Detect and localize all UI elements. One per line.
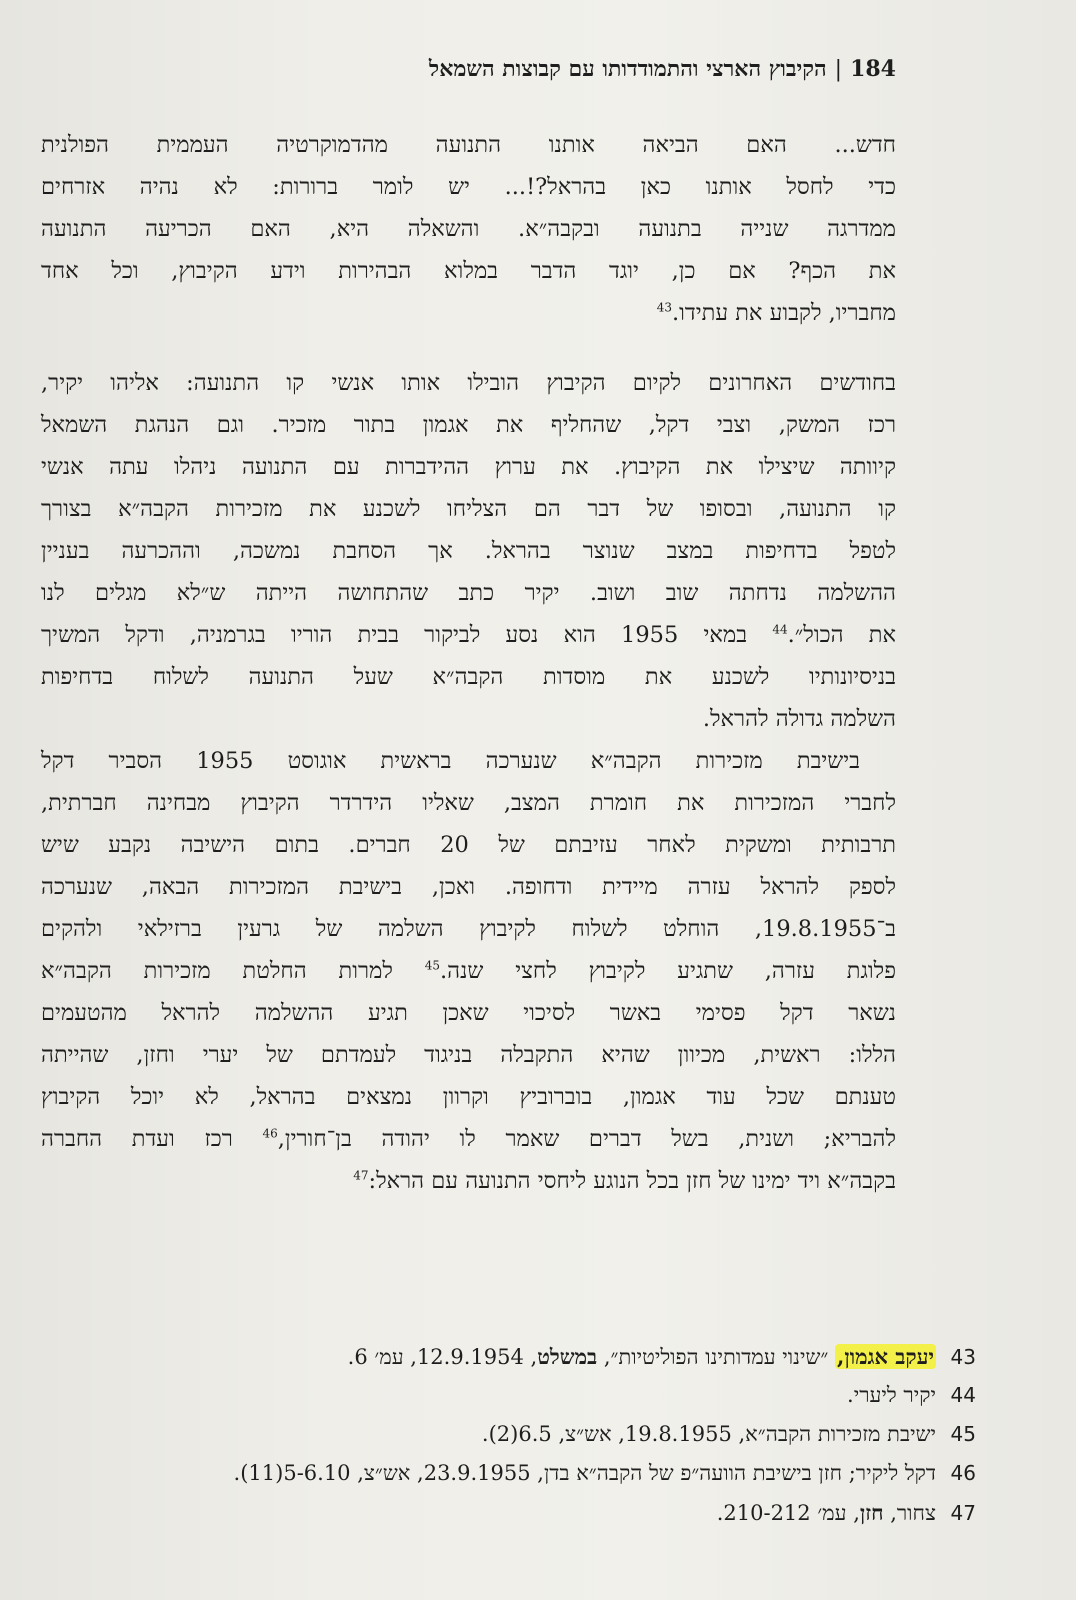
text-line: תרבותית ומשקית לאחר עזיבתם של 20 חברים. בתום הישיבה נקבע שיש [41,832,896,858]
footnote-ref: 46 [262,1126,278,1141]
line-text: להבריא; ושנית, בשל דברים שאמר לו יהודה בן־חורין, [277,1126,896,1152]
text-line [41,1160,896,1202]
text-line: רכז המשק, וצבי דקל, שהחליף את אגמון בתור מזכיר. וגם הנהגת השמאל [41,412,896,438]
block-quote [41,124,896,334]
footnote-43 [76,1337,976,1376]
running-title: הקיבוץ הארצי והתמודדותו עם קבוצות השמאל [428,56,827,82]
footnote-45 [76,1415,976,1454]
footnote-46 [76,1454,976,1493]
text-line: בחודשים האחרונים לקיום הקיבוץ הובילו אותו אנשי קו התנועה: אליהו יקיר, [41,370,896,396]
text-line: בניסיונותיו לשכנע את מוסדות הקבה״א שעל התנועה לשלוח בדחיפות [41,664,896,690]
text-line: בישיבת מזכירות הקבה״א שנערכה בראשית אוגוסט 1955 הסביר דקל [41,748,860,774]
line-text: את הכול״. [787,622,896,648]
line-text: למרות החלטת מזכירות הקבה״א [41,958,425,984]
running-header [429,56,896,82]
footnote-ref: 45 [424,958,441,973]
line-text: פלוגת עזרה, שתגיע לקיבוץ לחצי שנה. [440,958,896,984]
text-line [41,614,896,656]
footnote-text: ״שינוי עמדותינו הפוליטיות״, [597,1345,836,1369]
footnote-number: 44 [950,1383,976,1407]
text-line: ממדרגה שנייה בתנועה ובקבה״א. והשאלה היא, האם הכריעה התנועה [41,216,896,242]
text-line: חדש... האם הביאה אותנו התנועה מהדמוקרטיה העממית הפולנית [41,132,896,158]
text-line: קיוותה שיצילו את הקיבוץ. את ערוץ ההידברות עם התנועה ניהלו עתה אנשי [41,454,896,480]
footnote-ref: 47 [353,1168,369,1183]
text-line: את הכף? אם כן, יוגד הדבר במלוא הבהירות וידע הקיבוץ, וכל אחד [41,258,896,284]
text-line [41,1118,896,1160]
text-line: ההשלמה נדחתה שוב ושוב. יקיר כתב שהתחושה הייתה ש״לא מגלים לנו [41,580,896,606]
text-line: קו התנועה, ובסופו של דבר הם הצליחו לשכנע את מזכירות הקבה״א בצורך [41,496,896,522]
text-line: לטפל בדחיפות במצב שנוצר בהראל. אך הסחבת נמשכה, וההכרעה בעניין [41,538,896,564]
paragraph-1 [41,362,896,740]
text-line: נשאר דקל פסימי באשר לסיכוי שאכן תגיע ההשלמה להראל מהטעמים [41,1000,896,1026]
footnote-number: 46 [950,1461,976,1485]
footnote-text: ישיבת מזכירות הקבה״א, 19.8.1955, אש״צ, 6.5(2). [481,1422,936,1446]
header-separator: | [834,57,843,82]
text-line: לחברי המזכירות את חומרת המצב, שאליו הידרדר הקיבוץ מבחינה חברתית, [41,790,896,816]
text-line [41,292,896,334]
line-text: מחבריו, לקבוע את עתידו. [671,300,896,326]
highlighted-author: יעקב אגמון, [837,1344,934,1369]
text-line: טענתם שכל עוד אגמון, בוברוביץ וקרוון נמצאים בהראל, לא יוכל הקיבוץ [41,1084,896,1110]
line-text: במאי 1955 הוא נסע לביקור בבית הוריו בגרמניה, ודקל המשיך [41,622,773,648]
text-line: הללו: ראשית, מכיוון שהיא התקבלה בניגוד לעמדתם של יערי וחזן, שהייתה [41,1042,896,1068]
footnote-text: , 12.9.1954, עמ׳ 6. [347,1345,538,1369]
text-line: לספק להראל עזרה מיידית ודחופה. ואכן, בישיבת המזכירות הבאה, שנערכה [41,874,896,900]
line-text: בקבה״א ויד ימינו של חזן בכל הנוגע ליחסי התנועה עם הראל: [368,1168,896,1194]
text-line: ב־19.8.1955, הוחלט לשלוח לקיבוץ השלמה של גרעין ברזילאי ולהקים [41,916,896,942]
footnote-number: 45 [950,1422,976,1446]
paragraph-2 [41,740,896,1202]
footnote-text: צחור, [883,1501,936,1525]
footnote-ref: 43 [656,300,672,315]
text-line: השלמה גדולה להראל. [702,706,896,732]
footnote-44 [76,1376,976,1415]
footnote-number: 43 [950,1345,976,1369]
footnote-number: 47 [950,1501,976,1525]
line-text: רכז ועדת החברה [41,1126,263,1152]
text-line: כדי לחסל אותנו כאן בהראל?!... יש לומר ברורות: לא נהיה אזרחים [41,174,896,200]
text-line [41,950,896,992]
source-title: חזן [859,1500,884,1525]
footnotes [76,1337,976,1532]
footnote-text: דקל ליקיר; חזן בישיבת הוועה״פ של הקבה״א בדן, 23.9.1955, אש״צ, 5-6.10(11). [233,1461,936,1485]
source-title: במשלט [537,1344,598,1369]
footnote-ref: 44 [772,622,788,637]
footnote-47 [76,1493,976,1532]
page-number: 184 [850,56,896,82]
footnote-text: יקיר ליערי. [847,1383,936,1407]
footnote-text: , עמ׳ 210-212. [716,1501,860,1525]
